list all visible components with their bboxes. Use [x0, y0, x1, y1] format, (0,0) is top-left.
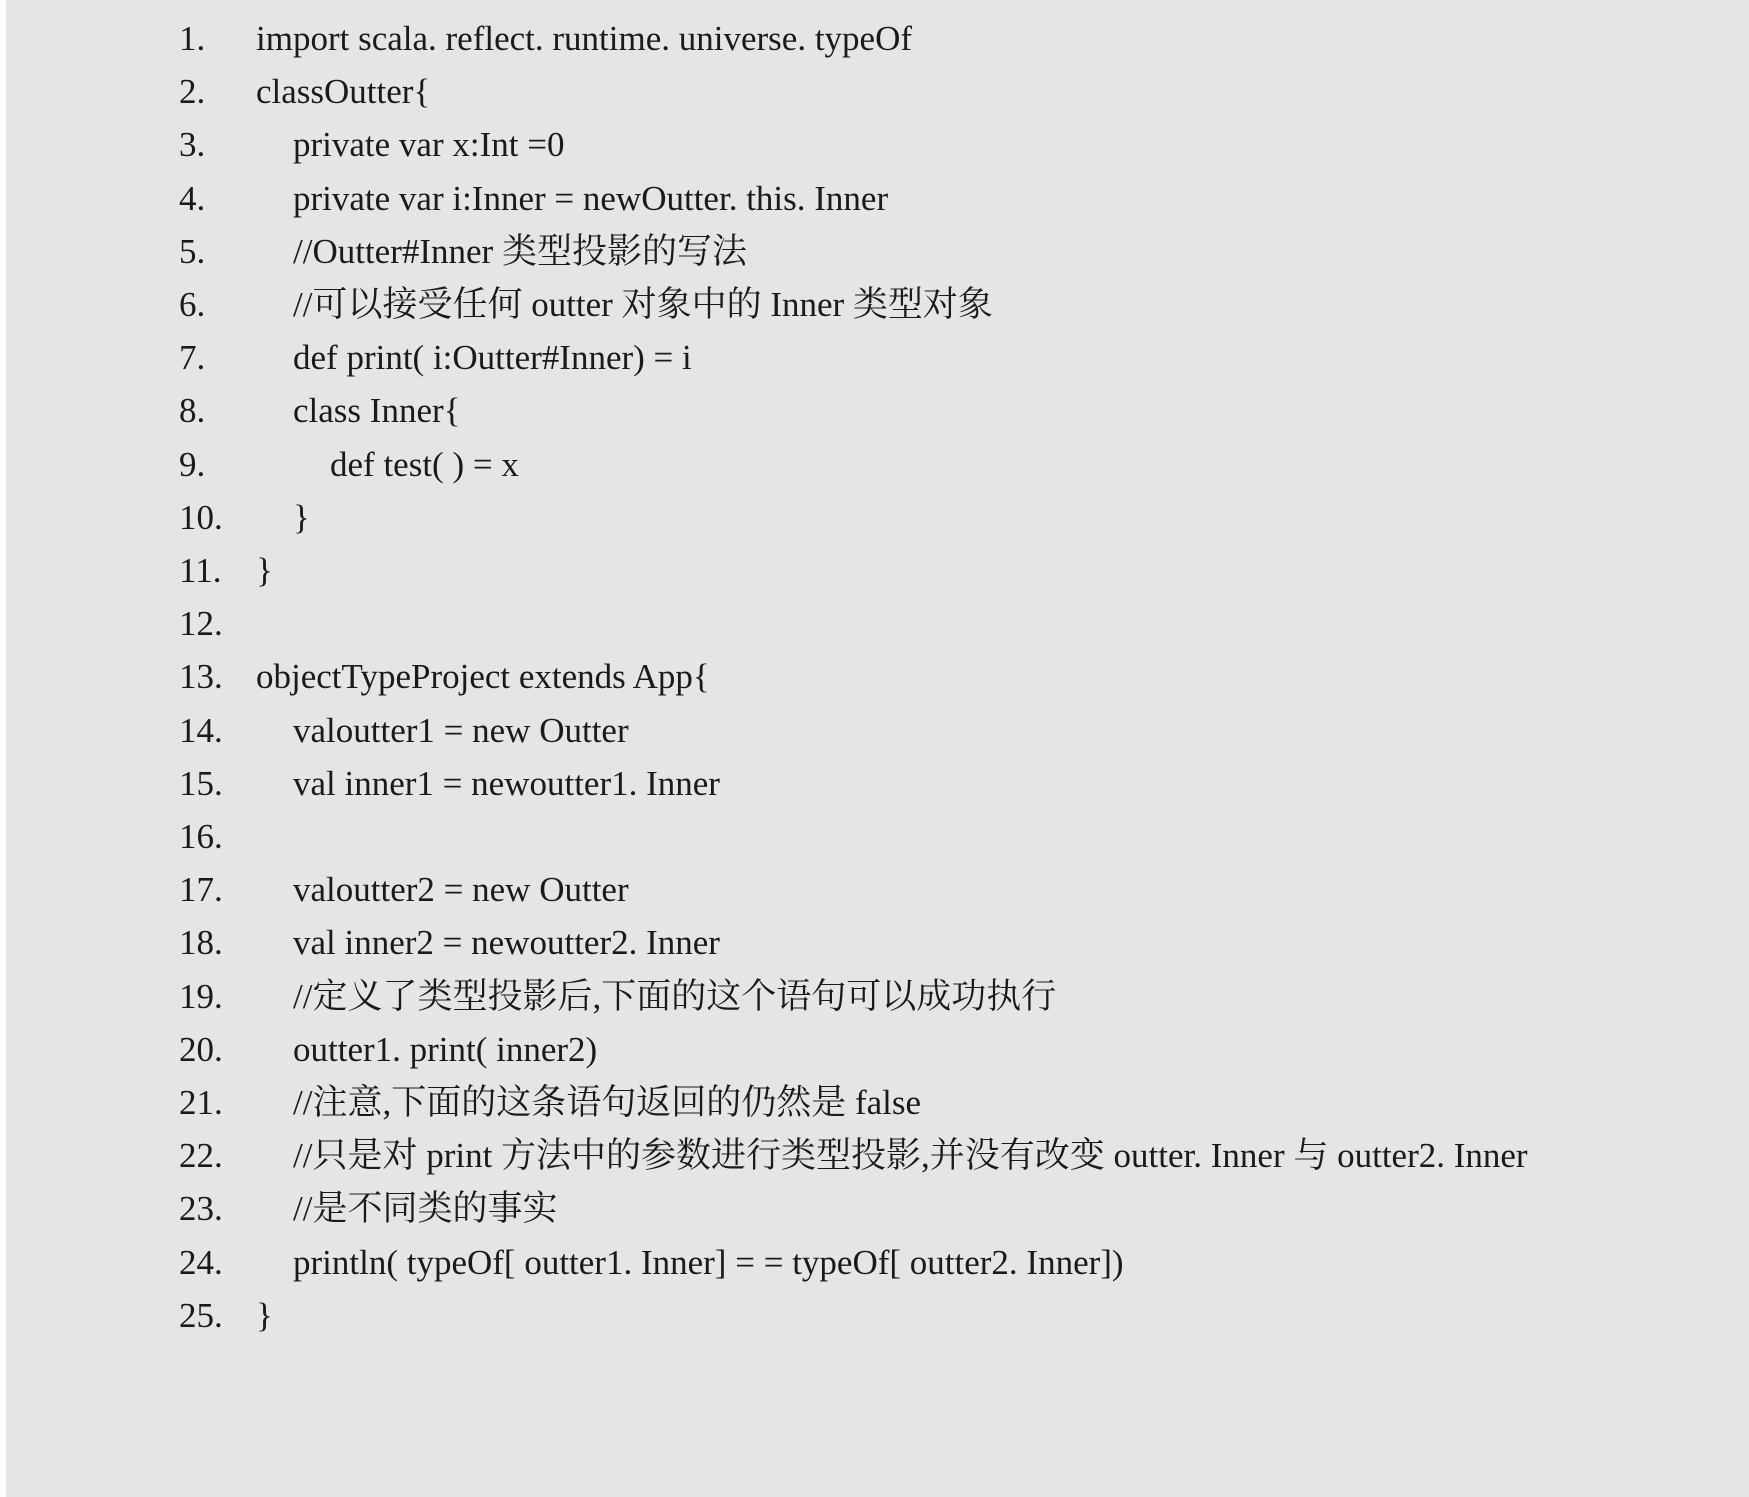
- line-text: //只是对 print 方法中的参数进行类型投影,并没有改变 outter. Inner 与 outter2. Inner: [293, 1136, 1528, 1176]
- line-number: 1.: [179, 19, 206, 58]
- line-number: 14.: [179, 710, 223, 750]
- code-line: [6, 549, 1749, 593]
- line-number: 4.: [179, 178, 206, 218]
- line-number: 11.: [179, 551, 222, 590]
- line-text: objectTypeProject extends App{: [256, 657, 710, 697]
- line-number: 6.: [179, 285, 206, 324]
- line-text: }: [256, 1295, 273, 1335]
- code-line: [6, 230, 1749, 274]
- line-text: //是不同类的事实: [293, 1189, 558, 1229]
- line-number: 21.: [179, 1083, 223, 1122]
- line-text: import scala. reflect. runtime. universe. typeOf: [256, 19, 913, 58]
- code-line: [6, 1028, 1749, 1072]
- code-line: [6, 1241, 1749, 1285]
- code-line: [6, 283, 1749, 327]
- code-line: [6, 921, 1749, 965]
- code-line: [6, 177, 1749, 221]
- code-line: [6, 655, 1749, 699]
- line-text: valoutter2 = new Outter: [293, 870, 629, 910]
- code-line: [6, 336, 1749, 380]
- line-number: 13.: [179, 657, 223, 697]
- line-text: def test( ) = x: [330, 444, 519, 484]
- line-text: }: [293, 497, 310, 537]
- code-listing: [6, 0, 1749, 1497]
- code-line: [6, 815, 1749, 859]
- line-text: private var i:Inner = newOutter. this. Inner: [293, 178, 889, 218]
- line-text: valoutter1 = new Outter: [293, 710, 629, 750]
- code-line: [6, 868, 1749, 912]
- line-number: 8.: [179, 391, 206, 431]
- code-line: [6, 17, 1749, 61]
- line-text: //Outter#Inner 类型投影的写法: [293, 231, 747, 271]
- line-text: private var x:Int =0: [293, 125, 565, 165]
- line-text: val inner1 = newoutter1. Inner: [293, 763, 720, 803]
- line-number: 20.: [179, 1029, 223, 1069]
- code-line: [6, 975, 1749, 1019]
- line-number: 5.: [179, 231, 206, 271]
- line-text: class Inner{: [293, 391, 461, 431]
- code-line: [6, 123, 1749, 167]
- line-number: 12.: [179, 604, 223, 644]
- line-text: //注意,下面的这条语句返回的仍然是 false: [293, 1083, 922, 1122]
- line-number: 22.: [179, 1136, 223, 1176]
- line-number: 7.: [179, 338, 206, 378]
- line-number: 3.: [179, 125, 206, 165]
- line-text: //可以接受任何 outter 对象中的 Inner 类型对象: [293, 285, 993, 324]
- code-line: [6, 443, 1749, 487]
- code-line: [6, 70, 1749, 114]
- line-number: 24.: [179, 1242, 223, 1282]
- line-text: outter1. print( inner2): [293, 1029, 598, 1069]
- line-number: 17.: [179, 870, 223, 910]
- line-number: 25.: [179, 1295, 223, 1335]
- line-text: //定义了类型投影后,下面的这个语句可以成功执行: [293, 976, 1057, 1016]
- line-text: }: [256, 551, 273, 590]
- line-text: println( typeOf[ outter1. Inner] = = typeOf[ outter2. Inner]): [293, 1242, 1124, 1282]
- line-text: val inner2 = newoutter2. Inner: [293, 923, 720, 963]
- line-number: 9.: [179, 444, 206, 484]
- code-line: [6, 389, 1749, 433]
- code-line: [6, 1294, 1749, 1338]
- code-line: [6, 762, 1749, 806]
- line-text: def print( i:Outter#Inner) = i: [293, 338, 692, 378]
- line-number: 16.: [179, 817, 223, 856]
- code-line: [6, 1081, 1749, 1125]
- code-line: [6, 709, 1749, 753]
- line-number: 2.: [179, 72, 206, 112]
- code-line: [6, 496, 1749, 540]
- line-number: 19.: [179, 976, 223, 1016]
- line-number: 18.: [179, 923, 223, 963]
- line-text: classOutter{: [256, 72, 431, 112]
- code-line: [6, 1134, 1749, 1178]
- line-number: 23.: [179, 1189, 223, 1229]
- line-number: 15.: [179, 763, 223, 803]
- code-line: [6, 602, 1749, 646]
- code-line: [6, 1187, 1749, 1231]
- line-number: 10.: [179, 497, 223, 537]
